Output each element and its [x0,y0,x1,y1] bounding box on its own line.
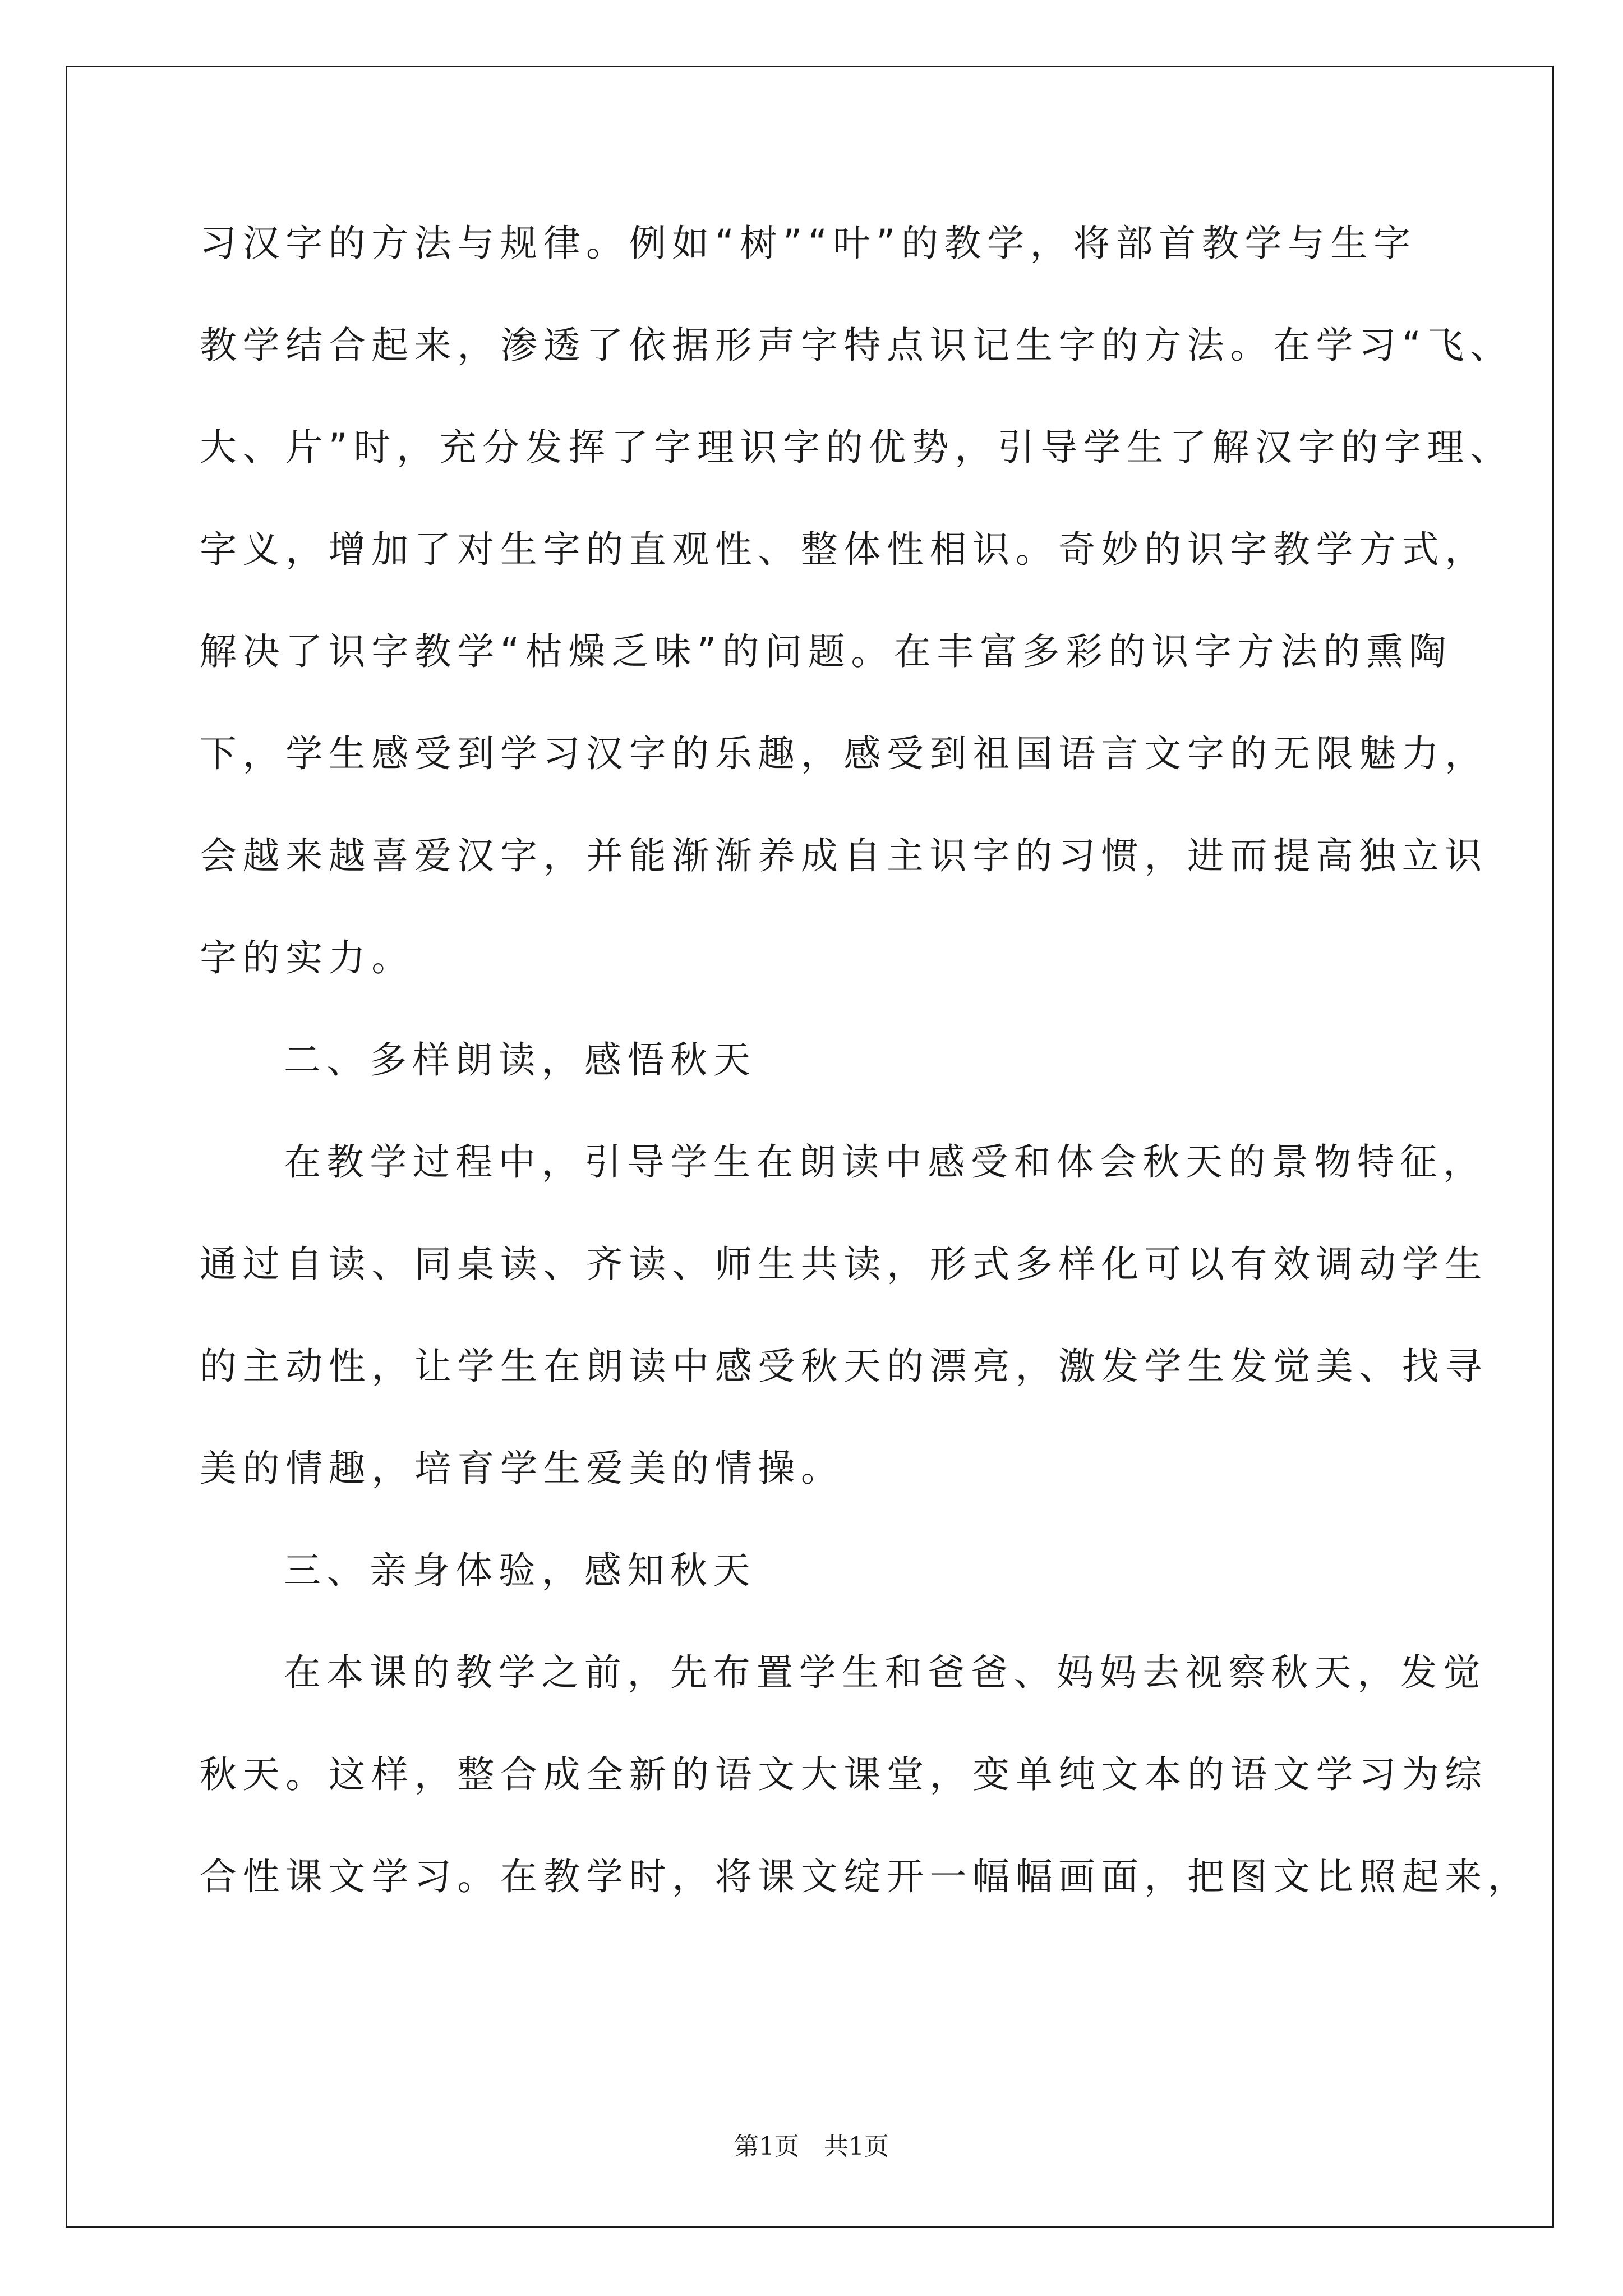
body-line: 合性课文学习。在教学时，将课文绽开一幅幅画面，把图文比照起来， [200,1855,1531,1898]
body-line: 教学结合起来，渗透了依据形声字特点识记生字的方法。在学习“飞、 [200,324,1513,367]
body-line: 会越来越喜爱汉字，并能渐渐养成自主识字的习惯，进而提高独立识 [200,834,1488,877]
body-line: 下，学生感受到学习汉字的乐趣，感受到祖国语言文字的无限魅力， [200,732,1488,775]
body-line: 的主动性，让学生在朗读中感受秋天的漂亮，激发学生发觉美、找寻 [200,1345,1488,1388]
body-line: 字的实力。 [200,936,414,979]
body-line: 解决了识字教学“枯燥乏味”的问题。在丰富多彩的识字方法的熏陶 [200,630,1453,673]
body-line: 字义，增加了对生字的直观性、整体性相识。奇妙的识字教学方式， [200,528,1488,571]
body-line: 美的情趣，培育学生爱美的情操。 [200,1447,844,1490]
body-line: 在教学过程中，引导学生在朗读中感受和体会秋天的景物特征， [284,1140,1486,1184]
section-heading: 二、多样朗读，感悟秋天 [284,1038,757,1082]
body-line: 大、片”时，充分发挥了字理识字的优势，引导学生了解汉字的字理、 [200,426,1513,469]
document-body [200,219,1531,1954]
body-line: 秋天。这样，整合成全新的语文大课堂，变单纯文本的语文学习为综 [200,1753,1488,1796]
section-heading: 三、亲身体验，感知秋天 [284,1549,757,1592]
page-number-footer: 第1页 共1页 [734,2132,889,2161]
body-line: 在本课的教学之前，先布置学生和爸爸、妈妈去视察秋天，发觉 [284,1651,1486,1694]
body-line: 通过自读、同桌读、齐读、师生共读，形式多样化可以有效调动学生 [200,1243,1488,1286]
body-line: 习汉字的方法与规律。例如“树”“叶”的教学，将部首教学与生字 [200,222,1417,265]
